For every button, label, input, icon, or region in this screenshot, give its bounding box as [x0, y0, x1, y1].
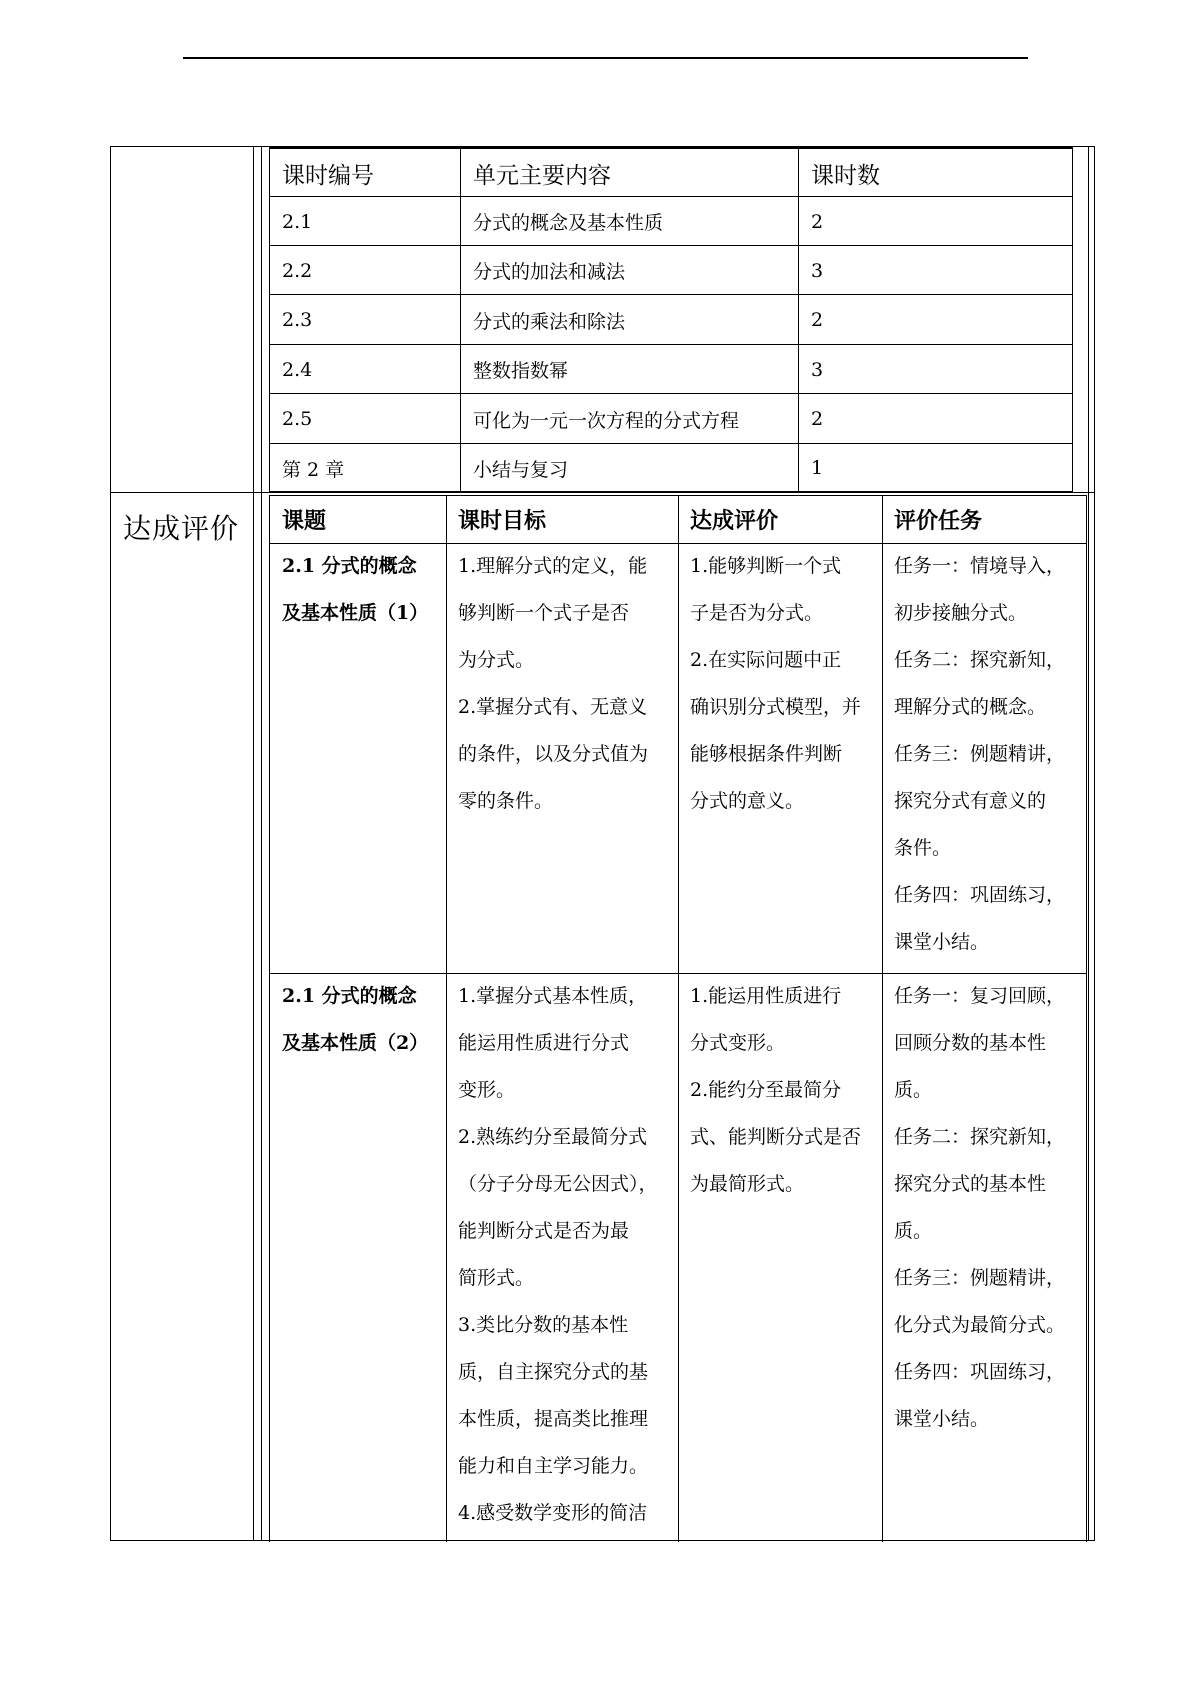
goals-line: 为分式。 [458, 649, 535, 671]
tasks-line: 课堂小结。 [894, 931, 990, 953]
unit-content: 分式的乘法和除法 [473, 310, 626, 333]
tasks-line: 任务一：复习回顾， [894, 985, 1066, 1007]
lesson-count: 3 [811, 259, 824, 282]
evaluation-line: 为最简形式。 [690, 1173, 805, 1195]
tasks-line: 任务四：巩固练习， [894, 884, 1066, 906]
topic-line: 及基本性质（2） [282, 1032, 429, 1054]
header-rule [183, 57, 1028, 59]
goals-line: 1.理解分式的定义，能 [458, 555, 648, 577]
tasks-line: 任务二：探究新知， [894, 649, 1066, 671]
goals-line: 2.熟练约分至最简分式 [458, 1126, 648, 1148]
tasks-line: 探究分式有意义的 [894, 790, 1047, 812]
lesson-count: 1 [811, 457, 824, 479]
evaluation-line: 1.能运用性质进行 [690, 985, 842, 1007]
lesson-number: 第 2 章 [282, 458, 345, 481]
header-lesson-number: 课时编号 [282, 162, 374, 189]
goals-cell [458, 973, 673, 1537]
evaluation-line: 式、能判断分式是否 [690, 1126, 862, 1148]
table-row [270, 393, 1072, 444]
goals-line: 本性质，提高类比推理 [458, 1408, 649, 1430]
goals-line: 4.感受数学变形的简洁 [458, 1502, 648, 1524]
table-row [270, 443, 1072, 492]
row-divider [270, 1540, 1086, 1541]
goals-line: 2.掌握分式有、无意义 [458, 696, 648, 718]
lesson-number: 2.1 [282, 210, 313, 233]
tasks-cell [894, 973, 1084, 1443]
goals-line: 的条件，以及分式值为 [458, 743, 649, 765]
goals-line: （分子分母无公因式）， [458, 1173, 658, 1195]
section-label: 达成评价 [123, 512, 240, 545]
header-unit-content: 单元主要内容 [473, 162, 611, 189]
outer-divider [261, 147, 262, 1540]
goals-cell [458, 543, 673, 825]
lesson-number: 2.2 [282, 259, 313, 282]
goals-line: 3.类比分数的基本性 [458, 1314, 629, 1336]
topic-line: 及基本性质（1） [282, 602, 429, 624]
tasks-line: 任务三：例题精讲， [894, 1267, 1066, 1289]
header-topic: 课题 [282, 508, 327, 534]
goals-line: 够判断一个式子是否 [458, 602, 630, 624]
tasks-line: 探究分式的基本性 [894, 1173, 1047, 1195]
table-row [270, 294, 1072, 345]
goals-line: 质，自主探究分式的基 [458, 1361, 649, 1383]
lesson-count: 2 [811, 408, 824, 430]
evaluation-line: 1.能够判断一个式 [690, 555, 842, 577]
goals-line: 能判断分式是否为最 [458, 1220, 630, 1242]
column-divider [882, 495, 883, 1542]
outer-row-divider [111, 492, 1094, 493]
goals-line: 能力和自主学习能力。 [458, 1455, 649, 1477]
lesson-count: 3 [811, 358, 824, 381]
table-row [270, 344, 1072, 394]
table-header-row [270, 148, 1072, 197]
unit-content: 分式的概念及基本性质 [473, 212, 664, 234]
table-row [270, 245, 1072, 295]
tasks-line: 化分式为最简分式。 [894, 1314, 1066, 1336]
unit-content: 小结与复习 [473, 458, 569, 481]
tasks-line: 质。 [894, 1079, 933, 1101]
unit-content: 整数指数幂 [473, 360, 569, 382]
table-row [270, 196, 1072, 246]
header-tasks: 评价任务 [894, 508, 983, 534]
tasks-line: 任务二：探究新知， [894, 1126, 1066, 1148]
column-divider [446, 495, 447, 1542]
header-evaluation: 达成评价 [690, 508, 779, 534]
topic-line: 2.1 分式的概念 [282, 985, 417, 1007]
header-goals: 课时目标 [458, 508, 547, 534]
lesson-number: 2.4 [282, 358, 313, 381]
topic-cell [282, 973, 442, 1067]
outer-divider [1088, 147, 1089, 1540]
unit-content: 分式的加法和减法 [473, 261, 626, 283]
goals-line: 1.掌握分式基本性质， [458, 985, 648, 1007]
tasks-cell [894, 543, 1084, 966]
tasks-line: 课堂小结。 [894, 1408, 990, 1430]
unit-content: 可化为一元一次方程的分式方程 [473, 409, 740, 432]
tasks-line: 初步接触分式。 [894, 602, 1028, 624]
evaluation-cell [690, 543, 878, 825]
tasks-line: 任务四：巩固练习， [894, 1361, 1066, 1383]
tasks-line: 理解分式的概念。 [894, 696, 1047, 718]
evaluation-cell [690, 973, 878, 1208]
evaluation-line: 子是否为分式。 [690, 602, 824, 624]
goals-line: 能运用性质进行分式 [458, 1032, 630, 1054]
lesson-count: 2 [811, 309, 824, 331]
evaluation-line: 能够根据条件判断 [690, 743, 843, 765]
evaluation-line: 分式的意义。 [690, 790, 805, 812]
tasks-line: 任务三：例题精讲， [894, 743, 1066, 765]
column-divider [678, 495, 679, 1542]
outer-table [110, 146, 1095, 1541]
evaluation-line: 确识别分式模型，并 [690, 696, 862, 718]
goals-line: 零的条件。 [458, 790, 554, 812]
tasks-line: 任务一：情境导入， [894, 555, 1066, 577]
evaluation-line: 2.在实际问题中正 [690, 649, 842, 671]
tasks-line: 条件。 [894, 837, 952, 859]
lesson-count: 2 [811, 210, 824, 233]
goals-line: 简形式。 [458, 1267, 535, 1289]
topic-cell [282, 543, 442, 637]
topic-line: 2.1 分式的概念 [282, 555, 417, 577]
lesson-schedule-table [269, 147, 1073, 492]
tasks-line: 回顾分数的基本性 [894, 1032, 1047, 1054]
lesson-number: 2.5 [282, 408, 313, 430]
lesson-number: 2.3 [282, 309, 313, 331]
outer-divider [253, 147, 254, 1540]
goals-line: 变形。 [458, 1079, 516, 1101]
evaluation-line: 分式变形。 [690, 1032, 786, 1054]
header-lesson-count: 课时数 [811, 162, 880, 189]
evaluation-line: 2.能约分至最简分 [690, 1079, 842, 1101]
evaluation-table [269, 495, 1087, 1542]
tasks-line: 质。 [894, 1220, 933, 1242]
